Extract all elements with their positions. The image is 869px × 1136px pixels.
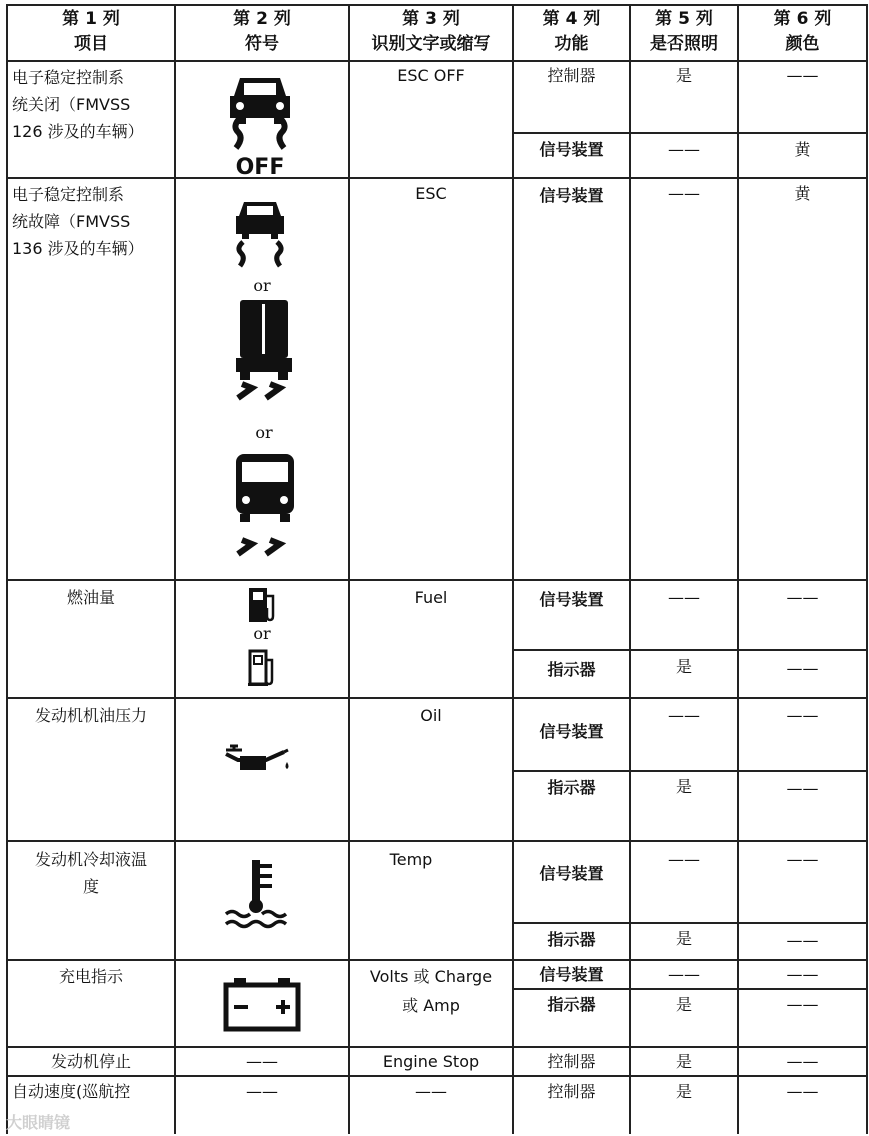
func-cell: 指示器 <box>547 995 596 1014</box>
func-cell: 指示器 <box>547 660 596 679</box>
row-line <box>6 177 868 179</box>
illum-cell: 是 <box>675 66 692 85</box>
illum-cell: 是 <box>675 995 692 1014</box>
subrow-line <box>512 132 868 134</box>
oil-can-icon <box>222 742 294 776</box>
item-cell: 电子稳定控制系 统关闭（FMVSS 126 涉及的车辆） <box>12 68 144 141</box>
func-cell: 控制器 <box>547 1052 596 1071</box>
col-divider-1 <box>174 4 176 1134</box>
abbr-cell: Fuel <box>414 588 448 607</box>
func-cell: 信号装置 <box>539 590 604 609</box>
abbr-cell: ESC <box>415 184 447 203</box>
color-cell: —— <box>786 588 819 607</box>
func-cell: 指示器 <box>547 778 596 797</box>
or-label: or <box>253 624 271 643</box>
func-cell: 指示器 <box>547 930 596 949</box>
color-cell: 黄 <box>794 140 811 159</box>
fuel-pump-outline-icon <box>246 648 280 688</box>
off-label: OFF <box>235 155 285 176</box>
item-cell: 自动速度(巡航控 <box>12 1082 131 1101</box>
header-col6: 第 6 列 颜色 <box>773 9 832 54</box>
abbr-cell: Temp <box>389 850 433 869</box>
illum-cell: 是 <box>675 657 692 676</box>
table-border-right <box>866 4 868 1134</box>
esc-truck-icon <box>232 298 296 410</box>
color-cell: —— <box>786 850 819 869</box>
symbol-cell: —— <box>246 1082 278 1101</box>
color-cell: —— <box>786 779 819 798</box>
item-cell: 发动机机油压力 <box>34 706 147 725</box>
esc-car-icon <box>232 200 288 268</box>
header-col5: 第 5 列 是否照明 <box>650 9 718 54</box>
abbr-cell: Engine Stop <box>382 1052 480 1071</box>
row-line <box>6 697 868 699</box>
illum-cell: 是 <box>675 1082 692 1101</box>
header-col3: 第 3 列 识别文字或缩写 <box>371 9 491 54</box>
item-cell: 发动机停止 <box>50 1052 131 1071</box>
func-cell: 信号装置 <box>539 140 604 159</box>
illum-cell: —— <box>668 706 700 725</box>
row-line <box>6 840 868 842</box>
row-line <box>6 579 868 581</box>
or-label: or <box>253 276 271 295</box>
func-cell: 信号装置 <box>539 722 604 741</box>
symbol-cell: —— <box>246 1052 278 1071</box>
header-col4: 第 4 列 功能 <box>542 9 601 54</box>
func-cell: 信号装置 <box>539 864 604 883</box>
subrow-line <box>512 649 868 651</box>
fuel-pump-icon <box>246 586 280 624</box>
item-cell: 发动机冷却液温 度 <box>34 850 147 896</box>
or-label: or <box>255 423 273 442</box>
illum-cell: 是 <box>675 929 692 948</box>
esc-off-icon <box>226 74 294 176</box>
func-cell: 控制器 <box>547 1082 596 1101</box>
color-cell: 黄 <box>794 184 811 203</box>
func-cell: 信号装置 <box>539 965 604 984</box>
color-cell: —— <box>786 965 819 984</box>
illum-cell: —— <box>668 140 700 159</box>
color-cell: —— <box>786 66 819 85</box>
color-cell: —— <box>786 1052 819 1071</box>
esc-bus-icon <box>232 450 298 562</box>
battery-icon <box>222 976 302 1032</box>
item-cell: 燃油量 <box>66 588 115 607</box>
header-col2: 第 2 列 符号 <box>233 9 291 54</box>
abbr-cell: Oil <box>420 706 442 725</box>
watermark: 大眼睛镜 <box>6 1113 71 1132</box>
illum-cell: 是 <box>675 1052 692 1071</box>
color-cell: —— <box>786 931 819 950</box>
header-col1: 第 1 列 项目 <box>62 9 120 54</box>
illum-cell: —— <box>668 850 700 869</box>
illum-cell: —— <box>668 588 700 607</box>
item-cell: 电子稳定控制系 统故障（FMVSS 136 涉及的车辆） <box>12 185 144 258</box>
illum-cell: —— <box>668 965 700 984</box>
abbr-cell: ESC OFF <box>397 66 465 85</box>
color-cell: —— <box>786 706 819 725</box>
subrow-line <box>512 988 868 990</box>
item-cell: 充电指示 <box>58 967 123 986</box>
func-cell: 信号装置 <box>539 186 604 205</box>
func-cell: 控制器 <box>547 66 596 85</box>
color-cell: —— <box>786 995 819 1014</box>
subrow-line <box>512 922 868 924</box>
coolant-temp-icon <box>222 858 290 930</box>
abbr-cell: Volts 或 Charge 或 Amp <box>369 967 493 1015</box>
color-cell: —— <box>786 659 819 678</box>
illum-cell: 是 <box>675 777 692 796</box>
row-line <box>6 1075 868 1077</box>
illum-cell: —— <box>668 184 700 203</box>
color-cell: —— <box>786 1082 819 1101</box>
abbr-cell: —— <box>415 1082 447 1101</box>
subrow-line <box>512 770 868 772</box>
